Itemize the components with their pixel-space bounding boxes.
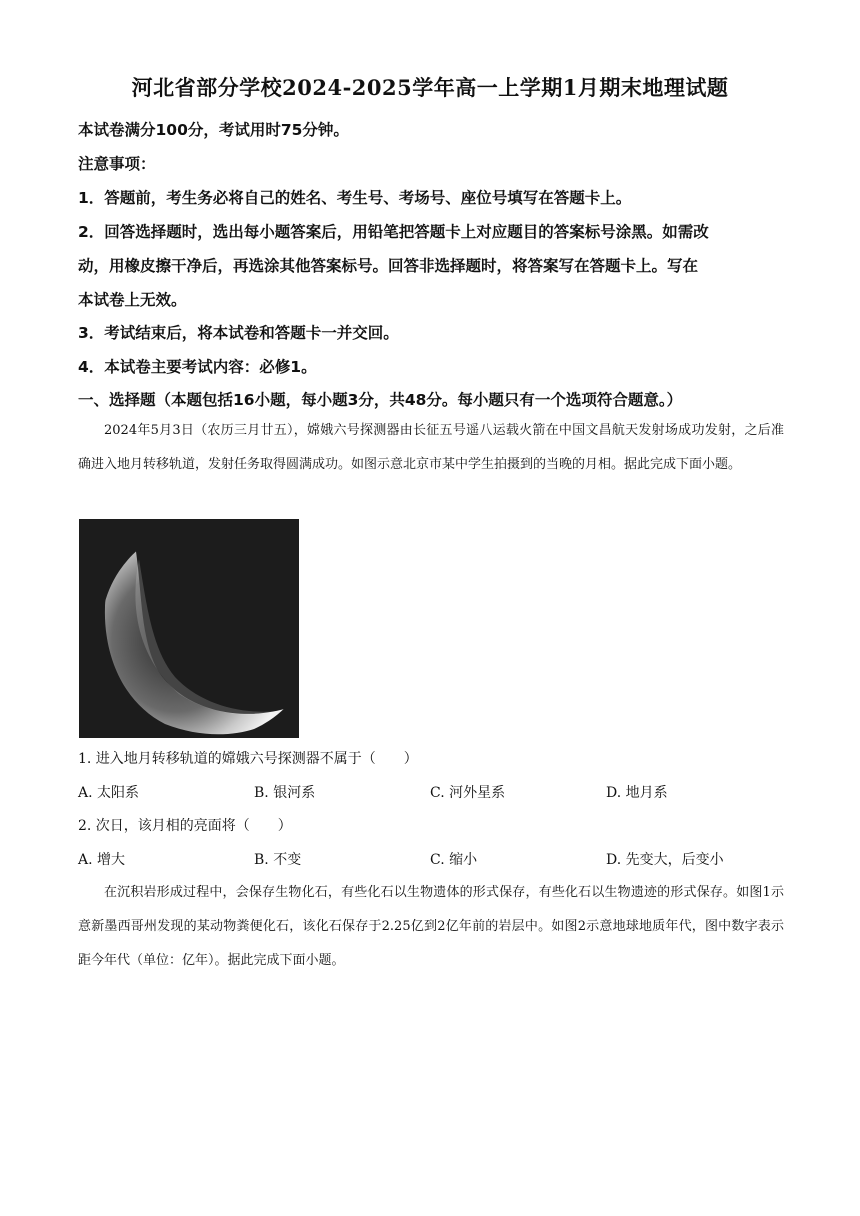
notice-item-3: 3．考试结束后，将本试卷和答题卡一并交回。 [78, 324, 399, 342]
section-1-heading: 一、选择题（本题包括16小题，每小题3分，共48分。每小题只有一个选项符合题意。） [78, 391, 683, 409]
notice-item-2-line-3: 本试卷上无效。 [78, 291, 187, 309]
question-2-option-a[interactable]: A. 增大 [78, 852, 126, 868]
question-1-option-a[interactable]: A. 太阳系 [78, 785, 140, 801]
passage-1: 2024年5月3日（农历三月廿五），嫦娥六号探测器由长征五号遥八运载火箭在中国文昌航天发射场成功发射，之后准确进入地月转移轨道，发射任务取得圆满成功。如图示意北京市某中学生拍摄到的当晚的月相。据此完成下面小题。 [78, 423, 784, 472]
notice-item-2-line-2: 动，用橡皮擦干净后，再选涂其他答案标号。回答非选择题时，将答案写在答题卡上。写在 [78, 257, 699, 275]
notice-item-2-line-1: 2．回答选择题时，选出每小题答案后，用铅笔把答题卡上对应题目的答案标号涂黑。如需改 [78, 223, 709, 241]
passage-2: 在沉积岩形成过程中，会保存生物化石，有些化石以生物遗体的形式保存，有些化石以生物遗迹的形式保存。如图1示意新墨西哥州发现的某动物粪便化石，该化石保存于2.25亿到2亿年前的岩层中。如图2示意地球地质年代，图中数字表示距今年代（单位：亿年）。据此完成下面小题。 [78, 885, 784, 968]
question-2-option-c[interactable]: C. 缩小 [430, 852, 478, 868]
question-1-stem: 1. 进入地月转移轨道的嫦娥六号探测器不属于（ ） [78, 751, 418, 767]
notice-heading: 注意事项： [78, 155, 156, 173]
question-2-option-d[interactable]: D. 先变大，后变小 [606, 852, 724, 868]
question-2-stem: 2. 次日，该月相的亮面将（ ） [78, 818, 292, 834]
notice-item-4: 4．本试卷主要考试内容：必修1。 [78, 358, 317, 376]
question-2-option-b[interactable]: B. 不变 [254, 852, 302, 868]
question-1-option-d[interactable]: D. 地月系 [606, 785, 668, 801]
notice-item-1: 1．答题前，考生务必将自己的姓名、考生号、考场号、座位号填写在答题卡上。 [78, 189, 632, 207]
question-1-option-c[interactable]: C. 河外星系 [430, 785, 506, 801]
question-1-option-b[interactable]: B. 银河系 [254, 785, 316, 801]
exam-intro: 本试卷满分100分，考试用时75分钟。 [78, 121, 349, 139]
moon-phase-photo [79, 519, 299, 738]
exam-title: 河北省部分学校2024-2025学年高一上学期1月期末地理试题 [131, 75, 729, 100]
